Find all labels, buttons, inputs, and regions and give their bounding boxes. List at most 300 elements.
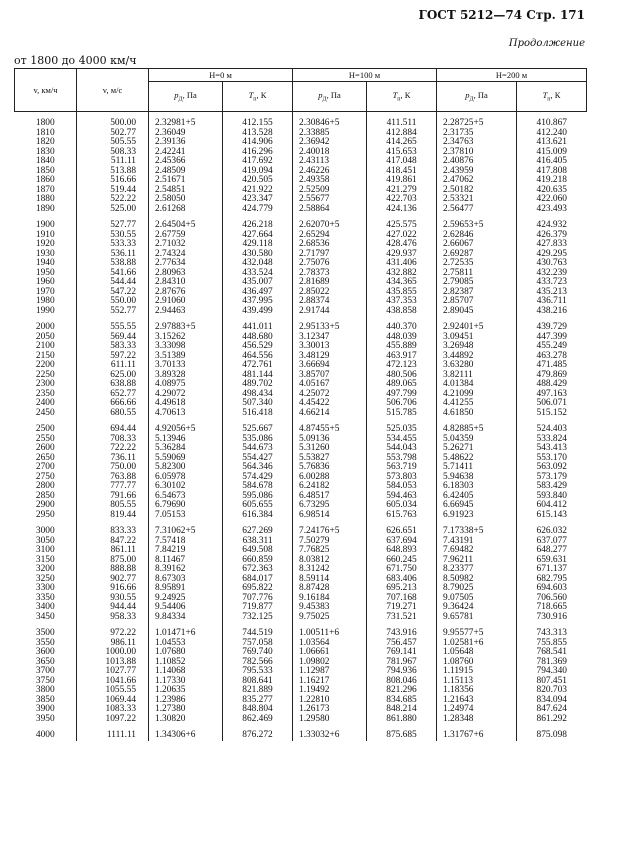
table-cell: 417.808: [517, 167, 587, 177]
table-cell: 3.85707: [293, 371, 367, 381]
table-cell: 8.95891: [149, 584, 223, 594]
table-cell: 2.81689: [293, 278, 367, 288]
table-cell: 1.18356: [437, 686, 517, 696]
table-cell: 1820: [35, 137, 55, 147]
table-cell: 424.779: [223, 205, 293, 215]
table-cell: 7.50279: [293, 537, 367, 547]
table-cell: 2.28725+5: [437, 112, 517, 129]
table-cell: 9.07505: [437, 594, 517, 604]
table-cell: 2.64504+5: [149, 214, 223, 231]
table-cell: 930.55: [77, 594, 149, 604]
table-cell: 8.50982: [437, 575, 517, 585]
table-cell: 480.506: [367, 371, 437, 381]
table-row: [15, 613, 587, 623]
table-cell: 821.889: [223, 686, 293, 696]
table-cell: 2.50182: [437, 186, 517, 196]
table-cell: 795.533: [223, 667, 293, 677]
table-cell: 888.88: [77, 565, 149, 575]
table-cell: 2200: [35, 360, 55, 370]
table-cell: 463.278: [517, 352, 587, 362]
table-cell: 3.51389: [149, 352, 223, 362]
table-cell: 2.62070+5: [293, 214, 367, 231]
table-cell: 515.785: [367, 409, 437, 419]
table-cell: 471.485: [517, 361, 587, 371]
table-cell: 8.31242: [293, 565, 367, 575]
table-cell: 2.62846: [437, 231, 517, 241]
table-cell: 794.340: [517, 667, 587, 677]
table-cell: 428.476: [367, 240, 437, 250]
table-cell: 515.152: [517, 409, 587, 419]
table-cell: 415.653: [367, 148, 437, 158]
table-cell: 410.867: [517, 112, 587, 129]
table-cell: 3700: [35, 666, 55, 676]
table-cell: 6.79690: [149, 501, 223, 511]
table-cell: 2.87676: [149, 288, 223, 298]
table-row: [15, 715, 587, 725]
table-cell: 584.678: [223, 482, 293, 492]
table-cell: 541.66: [77, 269, 149, 279]
table-cell: 464.556: [223, 352, 293, 362]
table-cell: 506.071: [517, 399, 587, 409]
table-cell: 525.035: [367, 418, 437, 435]
table-cell: 660.245: [367, 556, 437, 566]
table-cell: 5.53827: [293, 454, 367, 464]
table-cell: 6.18303: [437, 482, 517, 492]
table-cell: 533.33: [77, 240, 149, 250]
table-cell: 7.76825: [293, 546, 367, 556]
table-cell: 9.84334: [149, 613, 223, 623]
table-cell: 447.399: [517, 333, 587, 343]
table-cell: 1890: [35, 203, 55, 214]
table-cell: 2.58050: [149, 195, 223, 205]
table-row: [15, 214, 587, 231]
table-cell: 9.95577+5: [437, 622, 517, 639]
table-cell: 1.29580: [293, 715, 367, 725]
table-cell: 1.17330: [149, 677, 223, 687]
table-cell: 2000: [35, 322, 55, 332]
table-cell: 6.66945: [437, 501, 517, 511]
table-cell: 2.71797: [293, 250, 367, 260]
table-cell: 2.91744: [293, 307, 367, 317]
table-cell: 536.11: [77, 250, 149, 260]
table-cell: 736.11: [77, 454, 149, 464]
table-cell: 3.48129: [293, 352, 367, 362]
table-cell: 3900: [35, 704, 55, 714]
table-cell: 488.429: [517, 380, 587, 390]
table-cell: 2.85707: [437, 297, 517, 307]
table-cell: 436.497: [223, 288, 293, 298]
table-cell: 1900: [35, 220, 55, 230]
table-cell: 8.39162: [149, 565, 223, 575]
table-cell: 671.137: [517, 565, 587, 575]
table-cell: 3600: [35, 647, 55, 657]
table-cell: 439.729: [517, 316, 587, 333]
table-cell: 448.680: [223, 333, 293, 343]
table-cell: 3450: [35, 611, 55, 622]
table-cell: 4.08975: [149, 380, 223, 390]
table-cell: 637.694: [367, 537, 437, 547]
table-cell: 4.70613: [149, 409, 223, 419]
table-cell: 1.04553: [149, 639, 223, 649]
table-cell: 1.26173: [293, 705, 367, 715]
table-cell: 2.56477: [437, 205, 517, 215]
table-cell: 573.803: [367, 473, 437, 483]
table-cell: 574.429: [223, 473, 293, 483]
col-p-h0: $p_Д$, Па: [149, 82, 223, 112]
table-cell: 2.75811: [437, 269, 517, 279]
table-cell: 2.85022: [293, 288, 367, 298]
col-p-h100: $p_Д$, Па: [293, 82, 367, 112]
table-cell: 7.43191: [437, 537, 517, 547]
table-cell: 1.16217: [293, 677, 367, 687]
table-cell: 3.63280: [437, 361, 517, 371]
table-cell: 419.094: [223, 167, 293, 177]
table-cell: 426.379: [517, 231, 587, 241]
table-cell: 438.858: [367, 307, 437, 317]
col-v-kmh: v, км/ч: [15, 69, 77, 112]
table-cell: 3400: [35, 602, 55, 612]
table-row: [15, 112, 587, 129]
table-cell: 2.84310: [149, 278, 223, 288]
table-cell: 626.032: [517, 520, 587, 537]
table-cell: 2350: [35, 388, 55, 399]
table-cell: 708.33: [77, 435, 149, 445]
table-cell: 4.25072: [293, 390, 367, 400]
table-cell: 2.51671: [149, 176, 223, 186]
table-cell: 769.740: [223, 648, 293, 658]
table-cell: 625.00: [77, 371, 149, 381]
table-cell: 6.30102: [149, 482, 223, 492]
table-cell: 732.125: [223, 613, 293, 623]
table-cell: 1950: [35, 267, 55, 278]
table-cell: 530.55: [77, 231, 149, 241]
table-cell: 2.34763: [437, 138, 517, 148]
group-h200: H=200 м: [437, 69, 587, 82]
table-cell: 791.66: [77, 492, 149, 502]
table-cell: 7.57418: [149, 537, 223, 547]
table-cell: 605.655: [223, 501, 293, 511]
table-cell: 5.36284: [149, 444, 223, 454]
table-cell: 7.69482: [437, 546, 517, 556]
table-cell: 2.53321: [437, 195, 517, 205]
table-cell: 417.048: [367, 157, 437, 167]
table-cell: 2.40876: [437, 157, 517, 167]
table-row: [15, 409, 587, 419]
table-cell: 805.55: [77, 501, 149, 511]
table-cell: 489.702: [223, 380, 293, 390]
table-cell: 434.365: [367, 278, 437, 288]
table-cell: 682.795: [517, 575, 587, 585]
table-cell: 6.24182: [293, 482, 367, 492]
table-cell: 861.11: [77, 546, 149, 556]
table-cell: 2700: [35, 462, 55, 472]
table-cell: 834.094: [517, 696, 587, 706]
table-cell: 2.36049: [149, 129, 223, 139]
table-cell: 1.15113: [437, 677, 517, 687]
table-cell: 533.824: [517, 435, 587, 445]
table-cell: 525.00: [77, 205, 149, 215]
table-cell: 1.01471+6: [149, 622, 223, 639]
table-cell: 1920: [35, 239, 55, 249]
table-cell: 414.265: [367, 138, 437, 148]
table-cell: 4.29072: [149, 390, 223, 400]
table-cell: 4.41255: [437, 399, 517, 409]
table-cell: 637.077: [517, 537, 587, 547]
table-cell: 455.889: [367, 342, 437, 352]
table-cell: 2250: [35, 369, 55, 380]
table-cell: 2800: [35, 481, 55, 491]
table-cell: 3200: [35, 564, 55, 574]
table-cell: 2.42241: [149, 148, 223, 158]
table-cell: 707.168: [367, 594, 437, 604]
table-row: [15, 205, 587, 215]
table-cell: 413.621: [517, 138, 587, 148]
table-cell: 875.098: [517, 724, 587, 741]
table-cell: 2.92401+5: [437, 316, 517, 333]
table-cell: 8.79025: [437, 584, 517, 594]
table-cell: 5.94638: [437, 473, 517, 483]
table-cell: 414.906: [223, 138, 293, 148]
table-cell: 9.16184: [293, 594, 367, 604]
table-cell: 1.10852: [149, 658, 223, 668]
table-cell: 422.703: [367, 195, 437, 205]
table-cell: 455.249: [517, 342, 587, 352]
table-cell: 847.624: [517, 705, 587, 715]
table-cell: 3150: [35, 554, 55, 565]
table-cell: 2.91060: [149, 297, 223, 307]
table-cell: 500.00: [77, 112, 149, 129]
table-cell: 6.48517: [293, 492, 367, 502]
table-cell: 819.44: [77, 511, 149, 521]
table-cell: 2.66067: [437, 240, 517, 250]
table-cell: 5.09136: [293, 435, 367, 445]
table-cell: 719.271: [367, 603, 437, 613]
table-cell: 2.82387: [437, 288, 517, 298]
table-cell: 3850: [35, 694, 55, 705]
table-cell: 1.20635: [149, 686, 223, 696]
table-cell: 730.916: [517, 613, 587, 623]
table-cell: 519.44: [77, 186, 149, 196]
table-cell: 516.66: [77, 176, 149, 186]
table-cell: 4.82885+5: [437, 418, 517, 435]
table-cell: 1800: [35, 118, 55, 128]
table-cell: 2.88374: [293, 297, 367, 307]
table-cell: 412.240: [517, 129, 587, 139]
table-cell: 5.82300: [149, 463, 223, 473]
table-cell: 502.77: [77, 129, 149, 139]
table-cell: 427.022: [367, 231, 437, 241]
table-cell: 2.71032: [149, 240, 223, 250]
table-cell: 8.11467: [149, 556, 223, 566]
table-cell: 1.28348: [437, 715, 517, 725]
table-cell: 573.179: [517, 473, 587, 483]
table-cell: 1083.33: [77, 705, 149, 715]
table-cell: 3.89328: [149, 371, 223, 381]
table-cell: 507.340: [223, 399, 293, 409]
table-cell: 463.917: [367, 352, 437, 362]
table-cell: 2.68536: [293, 240, 367, 250]
table-cell: 638.88: [77, 380, 149, 390]
table-cell: 808.641: [223, 677, 293, 687]
table-cell: 430.763: [517, 259, 587, 269]
table-cell: 6.73295: [293, 501, 367, 511]
table-cell: 1.19492: [293, 686, 367, 696]
table-cell: 417.692: [223, 157, 293, 167]
table-cell: 1960: [35, 277, 55, 287]
table-cell: 834.685: [367, 696, 437, 706]
table-cell: 6.91923: [437, 511, 517, 521]
table-cell: 597.22: [77, 352, 149, 362]
table-cell: 2.89045: [437, 307, 517, 317]
table-cell: 3.44892: [437, 352, 517, 362]
table-cell: 419.861: [367, 176, 437, 186]
table-cell: 876.272: [223, 724, 293, 741]
table-cell: 807.451: [517, 677, 587, 687]
table-cell: 2.39136: [149, 138, 223, 148]
table-cell: 1940: [35, 258, 55, 268]
table-cell: 755.855: [517, 639, 587, 649]
table-cell: 1860: [35, 175, 55, 185]
table-cell: 875.685: [367, 724, 437, 741]
table-cell: 415.009: [517, 148, 587, 158]
table-cell: 432.239: [517, 269, 587, 279]
table-cell: 4.05167: [293, 380, 367, 390]
table-cell: 411.511: [367, 112, 437, 129]
table-cell: 2.95133+5: [293, 316, 367, 333]
table-cell: 861.292: [517, 715, 587, 725]
table-cell: 683.406: [367, 575, 437, 585]
table-cell: 553.798: [367, 454, 437, 464]
table-cell: 781.369: [517, 658, 587, 668]
table-cell: 750.00: [77, 463, 149, 473]
table-cell: 695.213: [367, 584, 437, 594]
table-cell: 2.32981+5: [149, 112, 223, 129]
table-cell: 2.52509: [293, 186, 367, 196]
table-cell: 847.22: [77, 537, 149, 547]
table-cell: 743.313: [517, 622, 587, 639]
table-cell: 1850: [35, 165, 55, 176]
table-cell: 5.76836: [293, 463, 367, 473]
table-cell: 627.269: [223, 520, 293, 537]
atmosphere-table: [14, 68, 587, 741]
table-cell: 2.30846+5: [293, 112, 367, 129]
table-cell: 848.804: [223, 705, 293, 715]
table-cell: 4.21099: [437, 390, 517, 400]
table-cell: 555.55: [77, 316, 149, 333]
table-cell: 7.96211: [437, 556, 517, 566]
table-cell: 862.469: [223, 715, 293, 725]
table-row: [15, 724, 587, 741]
table-cell: 9.45383: [293, 603, 367, 613]
table-cell: 944.44: [77, 603, 149, 613]
table-cell: 3950: [35, 713, 55, 724]
table-cell: 2550: [35, 433, 55, 444]
table-cell: 593.840: [517, 492, 587, 502]
table-cell: 2.74324: [149, 250, 223, 260]
table-cell: 756.457: [367, 639, 437, 649]
table-cell: 8.03812: [293, 556, 367, 566]
table-cell: 2.67759: [149, 231, 223, 241]
table-cell: 706.560: [517, 594, 587, 604]
table-cell: 833.33: [77, 520, 149, 537]
table-cell: 2.97883+5: [149, 316, 223, 333]
table-cell: 4.87455+5: [293, 418, 367, 435]
table-cell: 429.118: [223, 240, 293, 250]
table-cell: 569.44: [77, 333, 149, 343]
table-cell: 583.33: [77, 342, 149, 352]
table-cell: 1870: [35, 184, 55, 195]
table-cell: 848.214: [367, 705, 437, 715]
table-cell: 615.763: [367, 511, 437, 521]
table-body: [15, 112, 587, 741]
table-cell: 7.24176+5: [293, 520, 367, 537]
table-cell: 416.405: [517, 157, 587, 167]
table-cell: 2500: [35, 424, 55, 434]
table-cell: 426.218: [223, 214, 293, 231]
table-cell: 3300: [35, 583, 55, 593]
table-cell: 3.70133: [149, 361, 223, 371]
table-cell: 8.23377: [437, 565, 517, 575]
table-cell: 584.053: [367, 482, 437, 492]
table-cell: 508.33: [77, 148, 149, 158]
table-cell: 902.77: [77, 575, 149, 585]
table-cell: 743.916: [367, 622, 437, 639]
table-cell: 768.541: [517, 648, 587, 658]
table-cell: 1097.22: [77, 715, 149, 725]
table-cell: 5.59069: [149, 454, 223, 464]
table-cell: 695.822: [223, 584, 293, 594]
table-cell: 3050: [35, 535, 55, 546]
col-p-h200: $p_Д$, Па: [437, 82, 517, 112]
table-cell: 781.967: [367, 658, 437, 668]
table-cell: 3750: [35, 675, 55, 686]
table-cell: 563.719: [367, 463, 437, 473]
table-cell: 1.07680: [149, 648, 223, 658]
table-cell: 1027.77: [77, 667, 149, 677]
table-cell: 6.05978: [149, 473, 223, 483]
table-cell: 1013.88: [77, 658, 149, 668]
table-cell: 1990: [35, 305, 55, 316]
table-cell: 1.00511+6: [293, 622, 367, 639]
table-cell: 648.277: [517, 546, 587, 556]
table-cell: 2.80963: [149, 269, 223, 279]
table-cell: 424.136: [367, 205, 437, 215]
col-t-h200: $T_п$, К: [517, 82, 587, 112]
table-cell: 652.77: [77, 390, 149, 400]
table-cell: 1840: [35, 156, 55, 166]
table-cell: 594.463: [367, 492, 437, 502]
table-cell: 553.170: [517, 454, 587, 464]
table-cell: 2.58864: [293, 205, 367, 215]
table-cell: 1.11915: [437, 667, 517, 677]
table-cell: 424.932: [517, 214, 587, 231]
table-cell: 535.086: [223, 435, 293, 445]
table-cell: 782.566: [223, 658, 293, 668]
table-cell: 1.33032+6: [293, 724, 367, 741]
table-cell: 1.31767+6: [437, 724, 517, 741]
table-cell: 4.01384: [437, 380, 517, 390]
table-cell: 648.893: [367, 546, 437, 556]
table-row: [15, 316, 587, 333]
table-cell: 550.00: [77, 297, 149, 307]
table-cell: 958.33: [77, 613, 149, 623]
table-row: [15, 307, 587, 317]
table-cell: 7.17338+5: [437, 520, 517, 537]
group-h100: H=100 м: [293, 69, 437, 82]
table-cell: 2.33885: [293, 129, 367, 139]
table-cell: 757.058: [223, 639, 293, 649]
table-cell: 5.13946: [149, 435, 223, 445]
